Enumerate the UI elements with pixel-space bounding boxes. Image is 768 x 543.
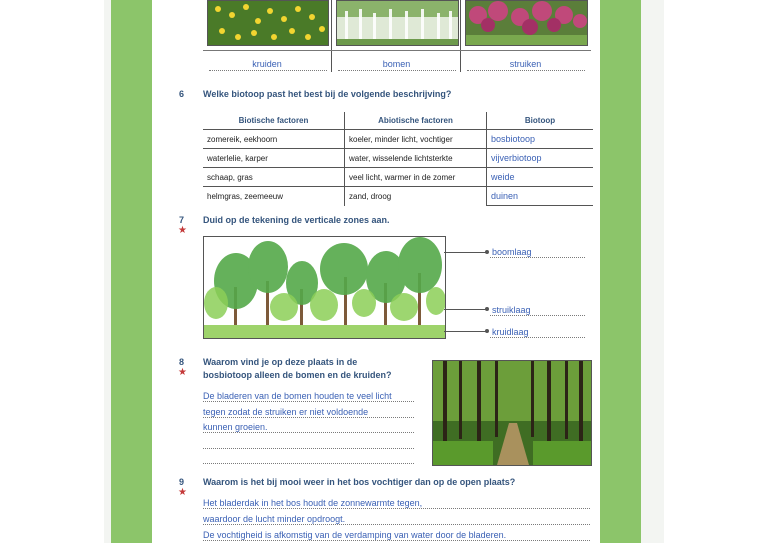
photo-trees [336, 0, 459, 46]
column-header: Biotische factoren [203, 112, 345, 130]
question-8-line-2: bosbiotoop alleen de bomen en de kruiden? [203, 370, 392, 380]
zone-pointer-line [444, 309, 486, 310]
forest-path-illustration [433, 361, 591, 465]
answer-line [490, 315, 585, 316]
column-header: Abiotische factoren [345, 112, 487, 130]
answer-9-line-1: Het bladerdak in het bos houdt de zonnewarmte tegen, [203, 498, 423, 508]
answer-cell: bosbiotoop [487, 130, 594, 149]
question-6-text: Welke biotoop past het best bij de volgende beschrijving? [203, 89, 452, 99]
photo-herbs [207, 0, 329, 46]
label-shrubs: struiken [509, 59, 542, 69]
photo-divider [331, 0, 332, 72]
photo-shrubs [465, 0, 588, 46]
question-9-text: Waarom is het bij mooi weer in het bos vochtiger dan op de open plaats? [203, 477, 516, 487]
photo-divider [460, 0, 461, 72]
table-cell: helmgras, zeemeeuw [207, 191, 284, 201]
shrubs-illustration [466, 1, 587, 45]
table-row [203, 130, 593, 149]
table-header-row [203, 112, 593, 130]
table-cell: zand, droog [345, 187, 487, 206]
table-cell: koeler, minder licht, vochtiger [345, 130, 487, 149]
star-icon: ★ [178, 367, 187, 378]
photo-forest-path [432, 360, 592, 466]
forest-layers-drawing [203, 236, 446, 339]
answer-line [203, 448, 414, 449]
answer-cell: duinen [487, 187, 594, 206]
zone-pointer-line [444, 252, 486, 253]
answer-line [467, 70, 585, 71]
table-cell: schaap, gras [203, 168, 345, 187]
answer-line [203, 524, 590, 525]
star-icon: ★ [178, 487, 187, 498]
zone-label-herb-layer: kruidlaag [492, 327, 529, 337]
trees-illustration [337, 1, 458, 45]
column-header: Biotoop [487, 112, 594, 130]
answer-line [203, 508, 590, 509]
answer-line [203, 540, 590, 541]
table-row [203, 168, 593, 187]
herbs-illustration [208, 1, 328, 45]
zone-pointer-dot [485, 250, 489, 254]
table-cell: veel licht, warmer in de zomer [345, 168, 487, 187]
answer-cell: weide [487, 168, 594, 187]
answer-line [203, 417, 414, 418]
answer-line [203, 401, 414, 402]
photo-row-rule [203, 50, 591, 51]
answer-9-line-2: waardoor de lucht minder opdroogt. [203, 514, 346, 524]
table-cell: waterlelie, karper [203, 149, 345, 168]
biotope-table [203, 112, 593, 206]
answer-line [203, 463, 414, 464]
label-trees: bomen [382, 59, 411, 69]
answer-line [203, 432, 414, 433]
question-7-text: Duid op de tekening de verticale zones aan. [203, 215, 390, 225]
label-herbs: kruiden [252, 59, 282, 69]
table-cell: water, wisselende lichtsterkte [345, 149, 487, 168]
answer-9-line-3: De vochtigheid is afkomstig van de verdamping van water door de bladeren. [203, 530, 507, 540]
answer-line [490, 337, 585, 338]
table-row [203, 149, 593, 168]
question-number: 8 [179, 357, 185, 367]
zone-pointer-line [444, 331, 486, 332]
answer-cell: vijverbiotoop [487, 149, 594, 168]
zone-label-tree-layer: boomlaag [492, 247, 532, 257]
table-cell: zomereik, eekhoorn [203, 130, 345, 149]
question-number: 7 [179, 215, 185, 225]
zone-pointer-dot [485, 307, 489, 311]
answer-line [209, 70, 327, 71]
question-number: 6 [179, 89, 185, 99]
star-icon: ★ [178, 225, 187, 236]
zone-label-shrub-layer: struiklaag [492, 305, 531, 315]
answer-line [490, 257, 585, 258]
table-row [203, 187, 593, 206]
answer-line [338, 70, 456, 71]
answer-8-line-2: tegen zodat de struiken er niet voldoende [203, 407, 369, 417]
question-8-line-1: Waarom vind je op deze plaats in de [203, 357, 358, 367]
answer-8-line-3: kunnen groeien. [203, 422, 268, 432]
answer-8-line-1: De bladeren van de bomen houden te veel licht [203, 391, 392, 401]
question-number: 9 [179, 477, 185, 487]
forest-illustration [204, 237, 445, 338]
zone-pointer-dot [485, 329, 489, 333]
